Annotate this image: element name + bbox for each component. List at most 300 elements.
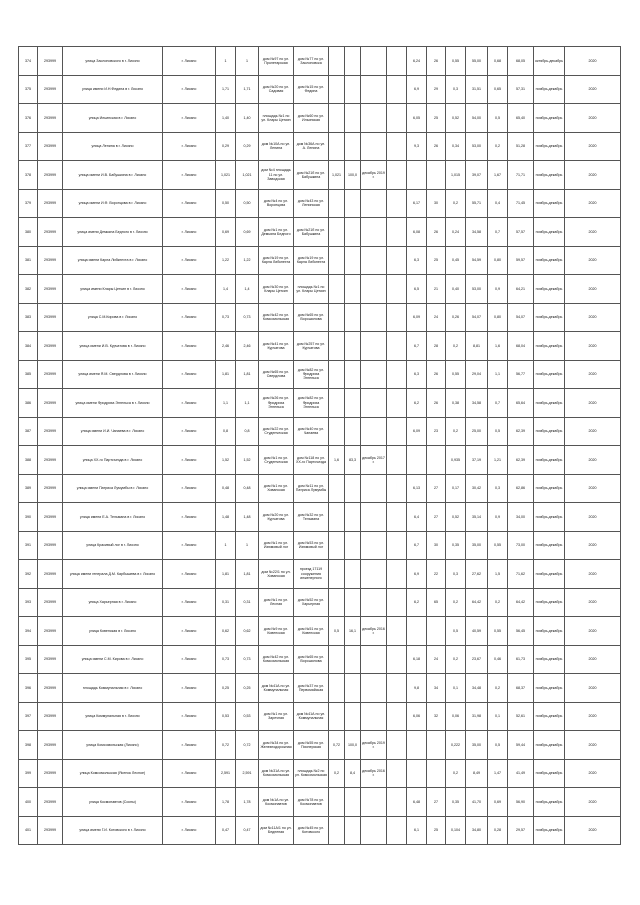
- cell-loc: г. Лиозно: [163, 360, 216, 389]
- road-inventory-table: [18, 46, 621, 845]
- table-row: [19, 645, 621, 674]
- cell-n: 381: [19, 246, 38, 275]
- cell-name: улица имени Патриса Лумумбы в г. Лиозно: [63, 474, 163, 503]
- cell-c9: [329, 503, 345, 532]
- cell-t: 21: [427, 275, 446, 304]
- cell-n: 395: [19, 645, 38, 674]
- cell-w: 6,09: [407, 303, 427, 332]
- cell-to: дом №15 по ул. Федина: [294, 75, 329, 104]
- cell-c9: [329, 531, 345, 560]
- table-row: [19, 588, 621, 617]
- cell-n: 388: [19, 446, 38, 475]
- cell-code: 293999: [38, 759, 63, 788]
- cell-d: 0,52: [446, 503, 466, 532]
- cell-to: дом №11 по ул. Патриса Лумумбы: [294, 474, 329, 503]
- cell-from: дом №19 по ул. Карла Либкнехта: [259, 246, 294, 275]
- cell-c10: [345, 674, 361, 703]
- cell-to: дом №53 по ул. Изюмовый лог: [294, 531, 329, 560]
- cell-period: ноябрь-декабрь: [534, 645, 565, 674]
- table-row: [19, 674, 621, 703]
- cell-len1: 1,71: [216, 75, 236, 104]
- cell-p: 73,00: [508, 531, 534, 560]
- cell-w: 6,09: [407, 417, 427, 446]
- cell-t: 24: [427, 645, 446, 674]
- cell-len2: 0,73: [236, 645, 259, 674]
- cell-s: 34,58: [466, 389, 488, 418]
- cell-from: дом №11А/1 по ул. Бедненая: [259, 816, 294, 845]
- table-row: [19, 246, 621, 275]
- cell-d: 0,52: [446, 104, 466, 133]
- cell-len1: 0,62: [216, 617, 236, 646]
- cell-code: 293999: [38, 161, 63, 190]
- cell-c9: [329, 275, 345, 304]
- cell-n: 389: [19, 474, 38, 503]
- cell-name: улица имени генерала Д.М. Карбышева в г. Лиозно: [63, 560, 163, 589]
- cell-e: 0,7: [488, 389, 508, 418]
- cell-len1: 1,48: [216, 503, 236, 532]
- cell-len2: 0,62: [236, 617, 259, 646]
- cell-code: 293999: [38, 417, 63, 446]
- cell-t: [427, 731, 446, 760]
- cell-period: ноябрь-декабрь: [534, 389, 565, 418]
- cell-len2: 1: [236, 531, 259, 560]
- table-row: [19, 816, 621, 845]
- cell-period: ноябрь-декабрь: [534, 674, 565, 703]
- cell-c10: [345, 417, 361, 446]
- cell-d: 0,40: [446, 275, 466, 304]
- cell-c12: [387, 161, 407, 190]
- cell-d: 0,55: [446, 47, 466, 76]
- cell-c11: декабрь 2019 г.: [361, 161, 387, 190]
- cell-year: 2020: [565, 503, 621, 532]
- cell-c9: [329, 588, 345, 617]
- table-row: [19, 759, 621, 788]
- cell-w: [407, 759, 427, 788]
- cell-from: дом №31А по ул. Комсомольская: [259, 759, 294, 788]
- cell-loc: г. Лиозно: [163, 389, 216, 418]
- cell-period: ноябрь-декабрь: [534, 588, 565, 617]
- cell-period: ноябрь-декабрь: [534, 275, 565, 304]
- cell-c12: [387, 75, 407, 104]
- cell-year: 2020: [565, 474, 621, 503]
- cell-p: 29,57: [508, 816, 534, 845]
- cell-w: 9,8: [407, 674, 427, 703]
- cell-from: дом №1 по ул. Студенческая: [259, 446, 294, 475]
- cell-len1: 2,591: [216, 759, 236, 788]
- cell-loc: г. Лиозно: [163, 759, 216, 788]
- cell-c9: 1,6: [329, 446, 345, 475]
- cell-to: дом №55 по ул. Пионерская: [294, 731, 329, 760]
- cell-period: ноябрь-декабрь: [534, 360, 565, 389]
- cell-e: 0,5: [488, 104, 508, 133]
- cell-year: 2020: [565, 702, 621, 731]
- cell-period: ноябрь-декабрь: [534, 560, 565, 589]
- cell-year: 2020: [565, 104, 621, 133]
- cell-c11: [361, 189, 387, 218]
- cell-n: 398: [19, 731, 38, 760]
- cell-c10: [345, 389, 361, 418]
- cell-t: 32: [427, 702, 446, 731]
- cell-d: 0,34: [446, 132, 466, 161]
- cell-loc: г. Лиозно: [163, 417, 216, 446]
- cell-s: 53,00: [466, 132, 488, 161]
- cell-code: 293999: [38, 446, 63, 475]
- cell-e: 1,67: [488, 161, 508, 190]
- cell-len1: 2,46: [216, 332, 236, 361]
- cell-c9: [329, 389, 345, 418]
- cell-code: 293999: [38, 303, 63, 332]
- cell-c9: [329, 674, 345, 703]
- cell-c11: [361, 531, 387, 560]
- cell-d: 0,935: [446, 446, 466, 475]
- cell-period: ноябрь-декабрь: [534, 75, 565, 104]
- cell-c12: [387, 275, 407, 304]
- cell-code: 293999: [38, 617, 63, 646]
- cell-c11: декабрь 2016 г.: [361, 617, 387, 646]
- cell-c12: [387, 816, 407, 845]
- cell-d: 0,1: [446, 674, 466, 703]
- cell-w: 6,7: [407, 332, 427, 361]
- cell-t: 25: [427, 104, 446, 133]
- cell-c9: [329, 645, 345, 674]
- cell-loc: г. Лиозно: [163, 788, 216, 817]
- cell-t: 26: [427, 47, 446, 76]
- cell-len1: 1: [216, 531, 236, 560]
- cell-year: 2020: [565, 303, 621, 332]
- cell-c11: [361, 132, 387, 161]
- cell-len1: 0,50: [216, 189, 236, 218]
- cell-n: 394: [19, 617, 38, 646]
- cell-len1: 1,1: [216, 389, 236, 418]
- cell-n: 382: [19, 275, 38, 304]
- cell-t: [427, 759, 446, 788]
- table-row: [19, 389, 621, 418]
- cell-from: дом №42 по ул. Комсомольская: [259, 303, 294, 332]
- cell-len2: 0,47: [236, 816, 259, 845]
- cell-p: 65,64: [508, 389, 534, 418]
- cell-s: 35,14: [466, 503, 488, 532]
- cell-c11: [361, 218, 387, 247]
- cell-len1: 1,81: [216, 360, 236, 389]
- cell-n: 378: [19, 161, 38, 190]
- cell-s: 55,71: [466, 189, 488, 218]
- cell-year: 2020: [565, 132, 621, 161]
- cell-c10: 100,0: [345, 161, 361, 190]
- cell-period: ноябрь-декабрь: [534, 104, 565, 133]
- cell-from: дом №1 по ул. Демьяна Бедного: [259, 218, 294, 247]
- cell-c10: [345, 531, 361, 560]
- cell-to: дом №36А по ул. А. Ленина: [294, 132, 329, 161]
- cell-name: улица Харьерная в г. Лиозно: [63, 588, 163, 617]
- cell-to: дом №41А по ул. Коммунальная: [294, 702, 329, 731]
- cell-year: 2020: [565, 75, 621, 104]
- cell-p: 71,62: [508, 560, 534, 589]
- cell-period: ноябрь-декабрь: [534, 759, 565, 788]
- cell-period: ноябрь-декабрь: [534, 218, 565, 247]
- cell-year: 2020: [565, 218, 621, 247]
- cell-c10: [345, 645, 361, 674]
- cell-loc: г. Лиозно: [163, 332, 216, 361]
- cell-p: 64,42: [508, 588, 534, 617]
- cell-year: 2020: [565, 47, 621, 76]
- cell-d: 0,3: [446, 560, 466, 589]
- cell-to: дом №32 по ул. Тельмана: [294, 503, 329, 532]
- table-row: [19, 218, 621, 247]
- cell-from: дом №65 по ул. Свердлова: [259, 360, 294, 389]
- cell-s: 34,80: [466, 816, 488, 845]
- cell-d: 0,2: [446, 759, 466, 788]
- cell-c9: [329, 104, 345, 133]
- cell-loc: г. Лиозно: [163, 731, 216, 760]
- cell-name: улица С.М.Кирова в г. Лиозно: [63, 303, 163, 332]
- cell-t: 22: [427, 560, 446, 589]
- cell-n: 396: [19, 674, 38, 703]
- cell-t: 26: [427, 360, 446, 389]
- cell-len1: 0,8: [216, 417, 236, 446]
- cell-n: 391: [19, 531, 38, 560]
- cell-len2: 0,69: [236, 218, 259, 247]
- cell-from: дом №42 по ул. Комсомольская: [259, 645, 294, 674]
- cell-code: 293999: [38, 360, 63, 389]
- cell-d: 0,2: [446, 417, 466, 446]
- cell-to: дом №45 по ул. Котовского: [294, 816, 329, 845]
- cell-e: 1,47: [488, 759, 508, 788]
- table-row: [19, 474, 621, 503]
- cell-p: 71,45: [508, 189, 534, 218]
- cell-code: 293999: [38, 218, 63, 247]
- cell-code: 293999: [38, 474, 63, 503]
- cell-c9: [329, 75, 345, 104]
- cell-len1: 0,47: [216, 816, 236, 845]
- cell-len2: 1,81: [236, 560, 259, 589]
- cell-c10: [345, 275, 361, 304]
- cell-d: 0,222: [446, 731, 466, 760]
- cell-n: 392: [19, 560, 38, 589]
- cell-c9: [329, 788, 345, 817]
- cell-to: дом №82 по ул. Фридриха Энгельса: [294, 360, 329, 389]
- cell-c11: [361, 75, 387, 104]
- cell-n: 386: [19, 389, 38, 418]
- cell-c9: [329, 332, 345, 361]
- cell-name: улица Заслоновского в г. Лиозно: [63, 47, 163, 76]
- cell-c9: 0,2: [329, 759, 345, 788]
- cell-c9: 1,021: [329, 161, 345, 190]
- cell-from: дом №22 по ул. Студенческая: [259, 417, 294, 446]
- cell-loc: г. Лиозно: [163, 588, 216, 617]
- cell-c10: [345, 788, 361, 817]
- cell-c9: 0,72: [329, 731, 345, 760]
- cell-p: 52,61: [508, 702, 534, 731]
- cell-c10: [345, 189, 361, 218]
- cell-len2: 1: [236, 47, 259, 76]
- cell-period: октябрь-декабрь: [534, 47, 565, 76]
- cell-c11: [361, 47, 387, 76]
- cell-loc: г. Лиозно: [163, 132, 216, 161]
- cell-s: 54,00: [466, 104, 488, 133]
- table-row: [19, 560, 621, 589]
- cell-name: улица имени С.М. Кирова в г. Лиозно: [63, 645, 163, 674]
- cell-name: улица Ковенская в г. Лиозно: [63, 617, 163, 646]
- cell-w: 6,3: [407, 360, 427, 389]
- cell-s: 41,70: [466, 788, 488, 817]
- cell-w: 6,2: [407, 588, 427, 617]
- cell-len1: 0,48: [216, 474, 236, 503]
- cell-d: 0,2: [446, 588, 466, 617]
- cell-len1: 0,72: [216, 731, 236, 760]
- cell-year: 2020: [565, 759, 621, 788]
- cell-name: улица XX-го Партсъезда в г. Лиозно: [63, 446, 163, 475]
- cell-len2: 2,46: [236, 332, 259, 361]
- cell-period: ноябрь-декабрь: [534, 303, 565, 332]
- cell-to: дом №52 по ул. Харьерная: [294, 588, 329, 617]
- cell-from: дом №26 по ул. Фридриха Энгельса: [259, 389, 294, 418]
- cell-len1: 1,021: [216, 161, 236, 190]
- cell-c10: [345, 588, 361, 617]
- cell-code: 293999: [38, 75, 63, 104]
- cell-loc: г. Лиозно: [163, 560, 216, 589]
- cell-p: 59,44: [508, 731, 534, 760]
- cell-t: 27: [427, 474, 446, 503]
- cell-e: 0,2: [488, 132, 508, 161]
- cell-d: 0,38: [446, 389, 466, 418]
- cell-name: улица имени Г.И. Котовского в г. Лиозно: [63, 816, 163, 845]
- cell-len1: 1,22: [216, 246, 236, 275]
- cell-loc: г. Лиозно: [163, 702, 216, 731]
- cell-loc: г. Лиозно: [163, 161, 216, 190]
- cell-name: улица имени И.Н.Федина в г. Лиозно: [63, 75, 163, 104]
- cell-w: [407, 446, 427, 475]
- cell-p: 62,39: [508, 417, 534, 446]
- table-row: [19, 104, 621, 133]
- cell-from: дом №34 по ул. Железнодорожная: [259, 731, 294, 760]
- cell-n: 385: [19, 360, 38, 389]
- cell-p: 57,57: [508, 218, 534, 247]
- cell-p: 71,71: [508, 161, 534, 190]
- cell-s: 54,59: [466, 246, 488, 275]
- cell-n: 377: [19, 132, 38, 161]
- cell-c12: [387, 503, 407, 532]
- cell-s: 34,48: [466, 674, 488, 703]
- cell-p: 51,28: [508, 132, 534, 161]
- cell-loc: г. Лиозно: [163, 446, 216, 475]
- cell-c11: [361, 474, 387, 503]
- cell-e: 0,2: [488, 588, 508, 617]
- cell-name: улица имени Е.А. Тельмана в г. Лиозно: [63, 503, 163, 532]
- cell-d: 0,45: [446, 246, 466, 275]
- cell-e: 0,46: [488, 645, 508, 674]
- cell-e: 1,5: [488, 560, 508, 589]
- cell-c10: [345, 702, 361, 731]
- cell-len1: 1: [216, 47, 236, 76]
- cell-to: дом №65 по ул. Ворошилова: [294, 303, 329, 332]
- cell-c9: [329, 246, 345, 275]
- cell-to: дом №19 по ул. Карла Либкнехта: [294, 246, 329, 275]
- cell-to: проезд 17119 сооружения инженерного: [294, 560, 329, 589]
- cell-from: дом №97 по ул. Пролетарская: [259, 47, 294, 76]
- cell-e: 0,68: [488, 47, 508, 76]
- cell-len2: 0,48: [236, 474, 259, 503]
- cell-from: дом №4 площадь 11 по ул. Заводская: [259, 161, 294, 190]
- cell-code: 293999: [38, 132, 63, 161]
- cell-c11: [361, 417, 387, 446]
- cell-loc: г. Лиозно: [163, 246, 216, 275]
- cell-t: 26: [427, 218, 446, 247]
- cell-from: дом №10А по ул. Ленина: [259, 132, 294, 161]
- cell-w: 6,08: [407, 218, 427, 247]
- cell-p: 34,00: [508, 503, 534, 532]
- cell-c12: [387, 218, 407, 247]
- cell-c10: 16,1: [345, 617, 361, 646]
- cell-period: ноябрь-декабрь: [534, 503, 565, 532]
- cell-d: 0,06: [446, 702, 466, 731]
- table-row: [19, 531, 621, 560]
- cell-year: 2020: [565, 816, 621, 845]
- cell-c9: [329, 816, 345, 845]
- cell-to: дом №40 по ул. Чапаева: [294, 417, 329, 446]
- cell-year: 2020: [565, 588, 621, 617]
- cell-period: ноябрь-декабрь: [534, 617, 565, 646]
- cell-to: дом №37 по ул. Первомайская: [294, 674, 329, 703]
- cell-c11: [361, 332, 387, 361]
- cell-c11: [361, 303, 387, 332]
- cell-name: площадь Коммунальная в г. Лиозно: [63, 674, 163, 703]
- cell-c11: [361, 645, 387, 674]
- cell-w: 6,1: [407, 816, 427, 845]
- cell-d: 0,26: [446, 303, 466, 332]
- cell-len1: 0,53: [216, 702, 236, 731]
- cell-d: 0,2: [446, 332, 466, 361]
- cell-c12: [387, 246, 407, 275]
- cell-e: 0,80: [488, 246, 508, 275]
- cell-c12: [387, 303, 407, 332]
- cell-s: 55,00: [466, 47, 488, 76]
- cell-c10: [345, 560, 361, 589]
- cell-loc: г. Лиозно: [163, 617, 216, 646]
- cell-c11: [361, 560, 387, 589]
- table-row: [19, 360, 621, 389]
- cell-name: улица Комсомольская (Ясенок Лесное): [63, 759, 163, 788]
- cell-year: 2020: [565, 332, 621, 361]
- cell-to: дом №65 по ул. Ворошилова: [294, 645, 329, 674]
- cell-code: 293999: [38, 104, 63, 133]
- cell-d: 0,35: [446, 531, 466, 560]
- cell-c11: [361, 674, 387, 703]
- cell-period: ноябрь-декабрь: [534, 731, 565, 760]
- cell-to: дом №60 по ул. Ильинская: [294, 104, 329, 133]
- cell-n: 397: [19, 702, 38, 731]
- cell-period: ноябрь-декабрь: [534, 474, 565, 503]
- cell-w: 6,18: [407, 645, 427, 674]
- cell-e: 0,9: [488, 275, 508, 304]
- cell-p: 62,39: [508, 446, 534, 475]
- cell-t: 25: [427, 246, 446, 275]
- cell-len1: 0,69: [216, 218, 236, 247]
- cell-t: [427, 161, 446, 190]
- cell-c12: [387, 474, 407, 503]
- cell-d: 0,3: [446, 75, 466, 104]
- cell-to: дом №21б по ул. Бабушкина: [294, 161, 329, 190]
- cell-c12: [387, 417, 407, 446]
- table-row: [19, 503, 621, 532]
- cell-name: улица имени Фридриха Энгельса в г. Лиозно: [63, 389, 163, 418]
- cell-loc: г. Лиозно: [163, 275, 216, 304]
- cell-year: 2020: [565, 189, 621, 218]
- cell-t: 27: [427, 788, 446, 817]
- cell-to: дом №43 по ул. Ленинская: [294, 189, 329, 218]
- cell-p: 62,86: [508, 474, 534, 503]
- cell-e: 0,4: [488, 189, 508, 218]
- cell-t: 30: [427, 531, 446, 560]
